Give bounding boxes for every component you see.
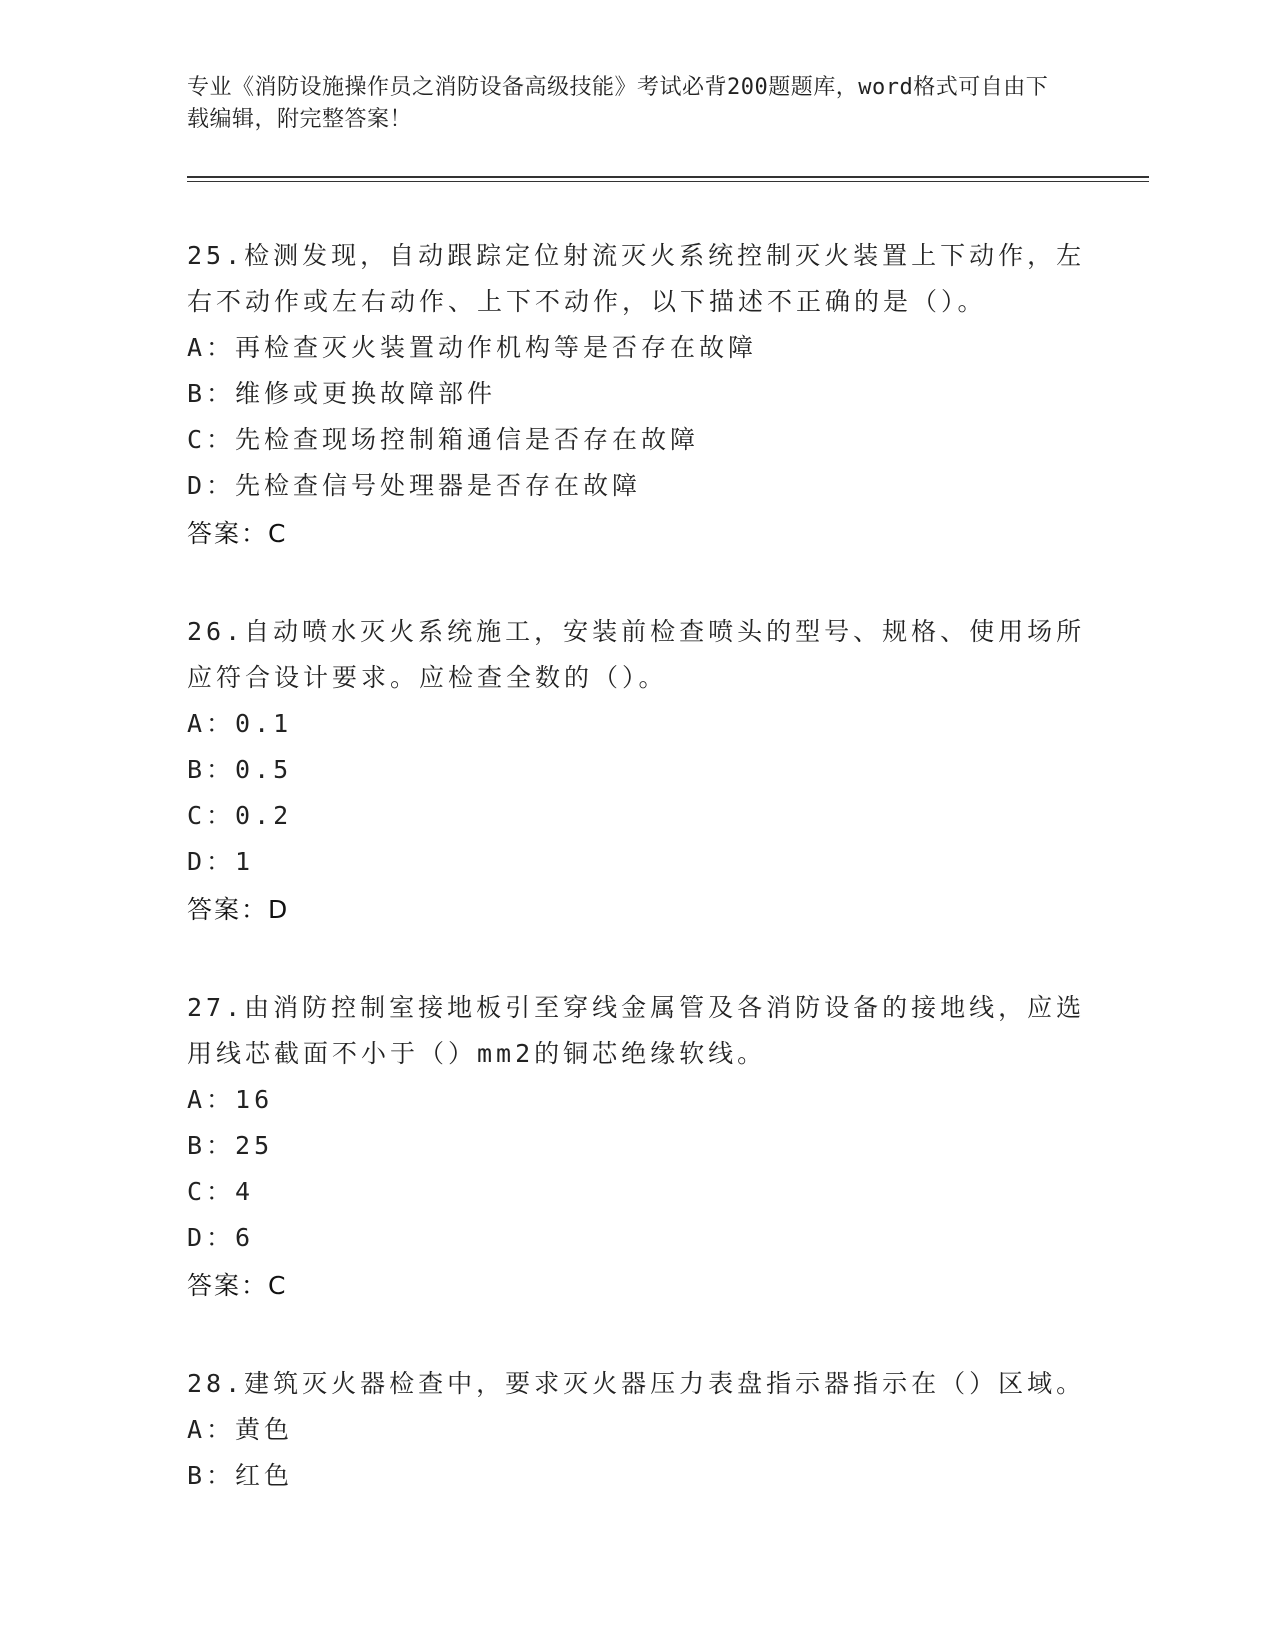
question-item <box>187 1361 1087 1499</box>
option-a: A：再检查灭火装置动作机构等是否存在故障 <box>187 333 758 362</box>
option-b: B：维修或更换故障部件 <box>187 379 497 408</box>
question-text: 28.建筑灭火器检查中，要求灭火器压力表盘指示器指示在（）区域。 <box>187 1369 1086 1398</box>
question-text: 26.自动喷水灭火系统施工，安装前检查喷头的型号、规格、使用场所应符合设计要求。应检查全数的（）。 <box>187 617 1086 692</box>
option-a: A：黄色 <box>187 1415 294 1444</box>
option-b: B：红色 <box>187 1461 294 1490</box>
document-title: 专业《消防设施操作员之消防设备高级技能》考试必背200题题库，word格式可自由下载编辑，附完整答案！ <box>187 75 1049 132</box>
option-a: A：16 <box>187 1085 274 1114</box>
header-divider <box>187 176 1149 182</box>
question-item <box>187 609 1087 933</box>
question-text: 27.由消防控制室接地板引至穿线金属管及各消防设备的接地线，应选用线芯截面不小于（）mm2的铜芯绝缘软线。 <box>187 993 1086 1068</box>
question-item <box>187 985 1087 1309</box>
question-text: 25.检测发现，自动跟踪定位射流灭火系统控制灭火装置上下动作，左右不动作或左右动作、上下不动作，以下描述不正确的是（）。 <box>187 241 1086 316</box>
option-c: C：4 <box>187 1177 255 1206</box>
question-item <box>187 233 1087 557</box>
answer-text: 答案：C <box>187 519 288 548</box>
page-header <box>187 72 1067 136</box>
option-b: B：0.5 <box>187 755 293 784</box>
option-b: B：25 <box>187 1131 274 1160</box>
option-c: C：先检查现场控制箱通信是否存在故障 <box>187 425 700 454</box>
question-list <box>187 233 1087 1551</box>
option-d: D：先检查信号处理器是否存在故障 <box>187 471 642 500</box>
answer-text: 答案：D <box>187 895 290 924</box>
option-c: C：0.2 <box>187 801 293 830</box>
answer-text: 答案：C <box>187 1271 288 1300</box>
option-a: A：0.1 <box>187 709 293 738</box>
option-d: D：1 <box>187 847 255 876</box>
option-d: D：6 <box>187 1223 255 1252</box>
